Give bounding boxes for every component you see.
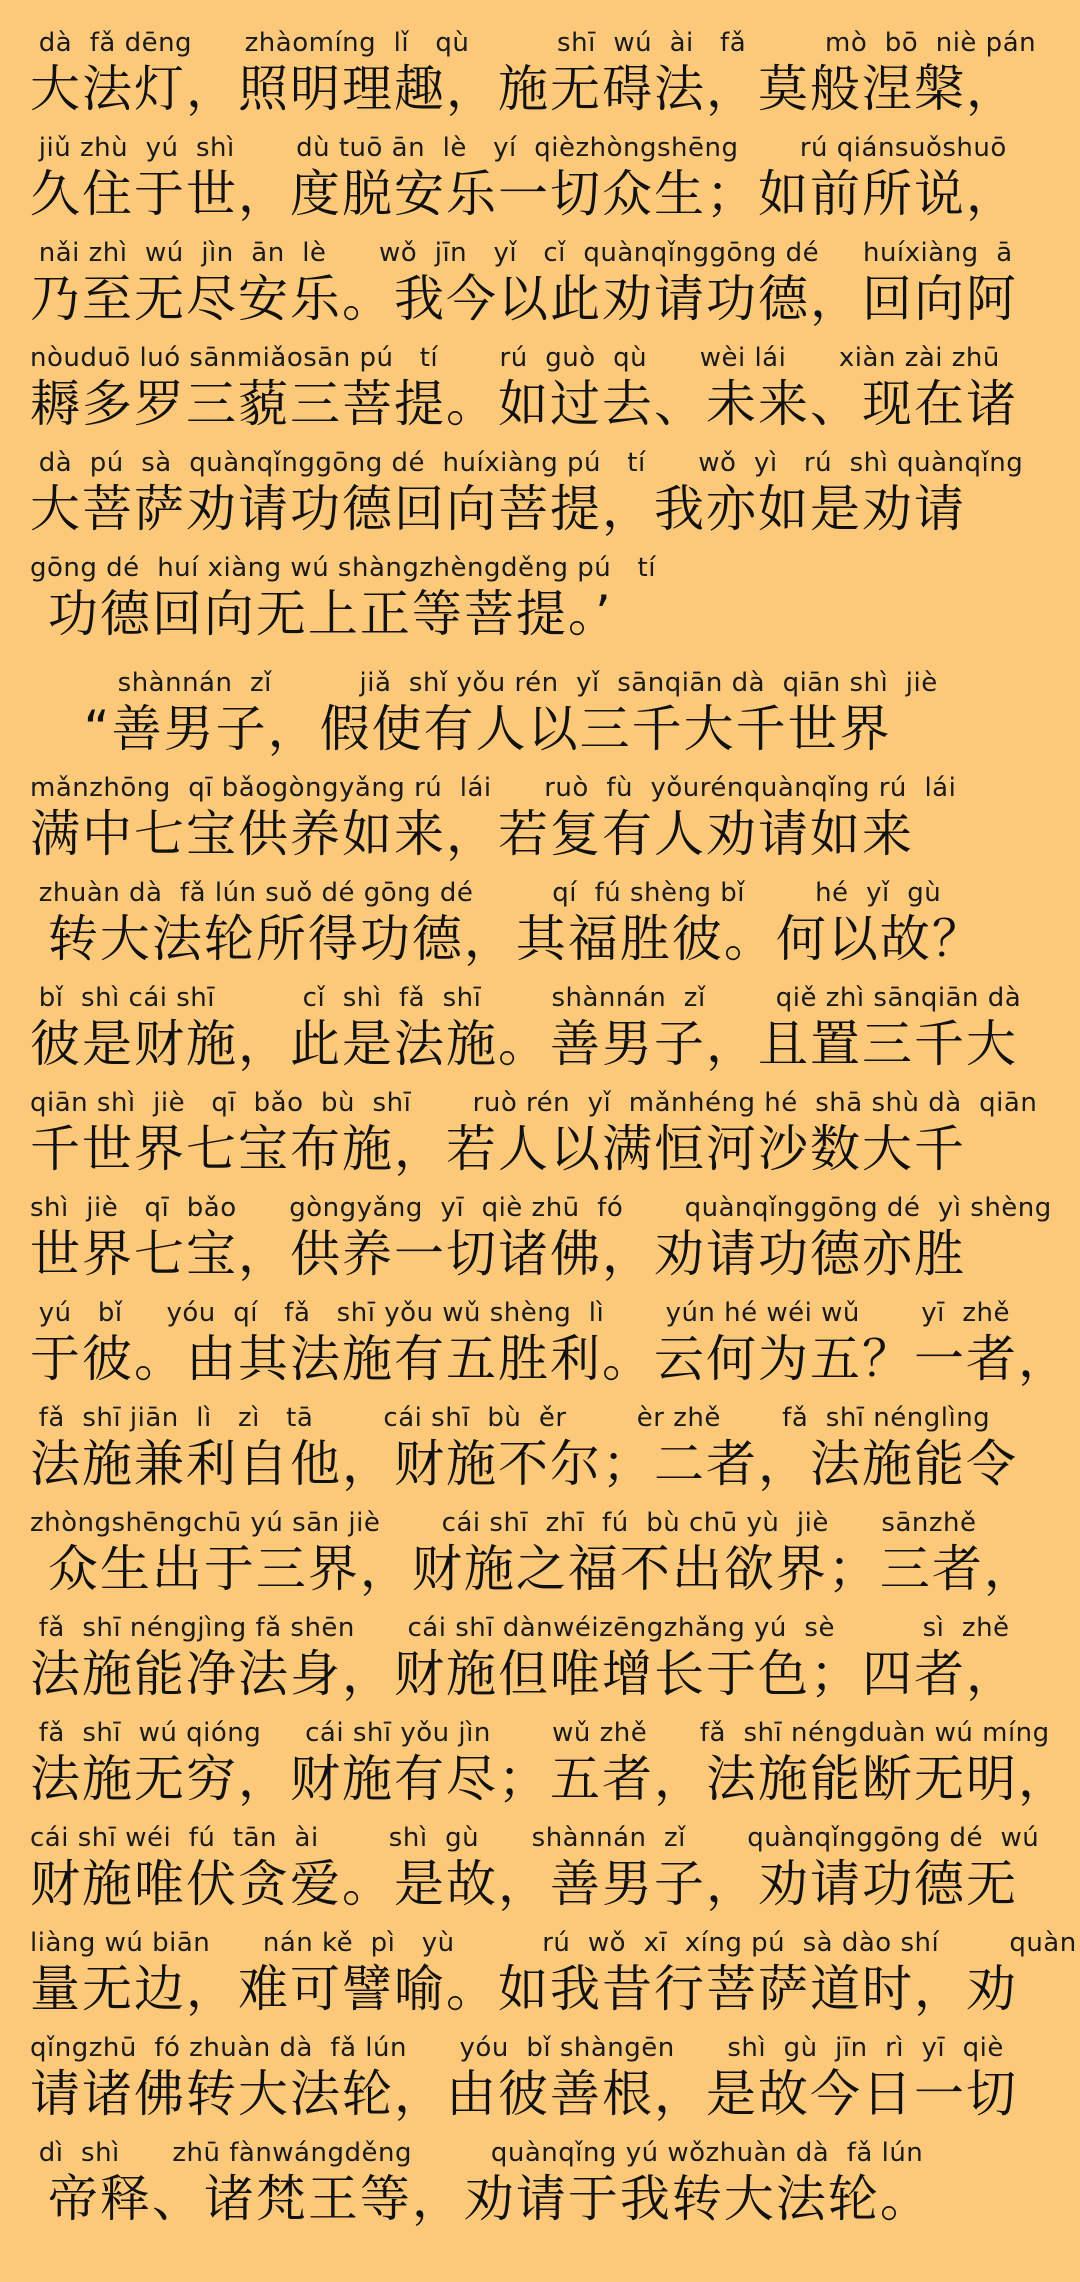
hanzi-row: 转大法轮所得功德，其福胜彼。何以故？ xyxy=(30,910,984,968)
hanzi-row: 功德回向无上正等菩提。’ xyxy=(30,585,613,643)
pinyin-row: yú bǐ yóu qí fǎ shī yǒu wǔ shèng lì yún hé wéi wǔ yī zhě xyxy=(30,1298,1011,1328)
pinyin-row: bǐ shì cái shī cǐ shì fǎ shī shànnán zǐ qiě zhì sānqiān dà xyxy=(30,983,1022,1013)
pinyin-row: qiān shì jiè qī bǎo bù shī ruò rén yǐ mǎnhéng hé shā shù dà qiān xyxy=(30,1088,1038,1118)
hanzi-row: 千世界七宝布施，若人以满恒河沙数大千 xyxy=(30,1120,966,1178)
hanzi-row: 大法灯，照明理趣，施无碍法，莫般涅槃， xyxy=(30,60,1018,118)
hanzi-row: 耨多罗三藐三菩提。如过去、未来、现在诸 xyxy=(30,375,1018,433)
hanzi-row: “善男子，假使有人以三千大千世界 xyxy=(30,700,892,758)
pinyin-row: nǎi zhì wú jìn ān lè wǒ jīn yǐ cǐ quànqǐnggōng dé huíxiàng ā xyxy=(30,238,1013,268)
hanzi-row: 满中七宝供养如来，若复有人劝请如来 xyxy=(30,805,914,863)
pinyin-row: fǎ shī néngjìng fǎ shēn cái shī dànwéizēngzhǎng yú sè sì zhě xyxy=(30,1613,1010,1643)
pinyin-row: shì jiè qī bǎo gòngyǎng yī qiè zhū fó quànqǐnggōng dé yì shèng xyxy=(30,1193,1052,1223)
hanzi-row: 众生出于三界，财施之福不出欲界；三者， xyxy=(30,1540,1036,1598)
hanzi-row: 法施能净法身，财施但唯增长于色；四者， xyxy=(30,1645,1018,1703)
pinyin-row: qǐngzhū fó zhuàn dà fǎ lún yóu bǐ shàngēn shì gù jīn rì yī qiè xyxy=(30,2033,1004,2063)
pinyin-row: jiǔ zhù yú shì dù tuō ān lè yí qièzhòngshēng rú qiánsuǒshuō xyxy=(30,133,1007,163)
pinyin-row: nòuduō luó sānmiǎosān pú tí rú guò qù wèi lái xiàn zài zhū xyxy=(30,343,1000,373)
hanzi-row: 请诸佛转大法轮，由彼善根，是故今日一切 xyxy=(30,2065,1018,2123)
pinyin-row: dà fǎ dēng zhàomíng lǐ qù shī wú ài fǎ mò bō niè pán xyxy=(30,28,1037,58)
hanzi-row: 法施无穷，财施有尽；五者，法施能断无明， xyxy=(30,1750,1070,1808)
hanzi-row: 世界七宝，供养一切诸佛，劝请功德亦胜 xyxy=(30,1225,966,1283)
pinyin-row: fǎ shī jiān lì zì tā cái shī bù ěr èr zhě fǎ shī nénglìng xyxy=(30,1403,991,1433)
pinyin-row: dì shì zhū fànwángděng quànqǐng yú wǒzhuàn dà fǎ lún xyxy=(30,2138,924,2168)
hanzi-row: 法施兼利自他，财施不尔；二者，法施能令 xyxy=(30,1435,1018,1493)
hanzi-row: 于彼。由其法施有五胜利。云何为五？一者， xyxy=(30,1330,1070,1388)
pinyin-row: liàng wú biān nán kě pì yù rú wǒ xī xíng pú sà dào shí quàn xyxy=(30,1928,1077,1958)
pinyin-row: zhuàn dà fǎ lún suǒ dé gōng dé qí fú shèng bǐ hé yǐ gù xyxy=(30,878,942,908)
pinyin-row: fǎ shī wú qióng cái shī yǒu jìn wǔ zhě fǎ shī néngduàn wú míng xyxy=(30,1718,1050,1748)
pinyin-row: zhòngshēngchū yú sān jiè cái shī zhī fú bù chū yù jiè sānzhě xyxy=(30,1508,977,1538)
hanzi-row: 乃至无尽安乐。我今以此劝请功德，回向阿 xyxy=(30,270,1018,328)
pinyin-row: shànnán zǐ jiǎ shǐ yǒu rén yǐ sānqiān dà qiān shì jiè xyxy=(30,668,938,698)
pinyin-row: dà pú sà quànqǐnggōng dé huíxiàng pú tí wǒ yì rú shì quànqǐng xyxy=(30,448,1024,478)
hanzi-row: 大菩萨劝请功德回向菩提，我亦如是劝请 xyxy=(30,480,966,538)
pinyin-row: gōng dé huí xiàng wú shàngzhèngděng pú tí xyxy=(30,553,656,583)
pinyin-row: mǎnzhōng qī bǎogòngyǎng rú lái ruò fù yǒurénquànqǐng rú lái xyxy=(30,773,957,803)
hanzi-row: 帝释、诸梵王等，劝请于我转大法轮。 xyxy=(30,2170,932,2228)
hanzi-row: 财施唯伏贪爱。是故，善男子，劝请功德无 xyxy=(30,1855,1018,1913)
pinyin-row: cái shī wéi fú tān ài shì gù shànnán zǐ quànqǐnggōng dé wú xyxy=(30,1823,1040,1853)
hanzi-row: 久住于世，度脱安乐一切众生；如前所说， xyxy=(30,165,1018,223)
hanzi-row: 量无边，难可譬喻。如我昔行菩萨道时，劝 xyxy=(30,1960,1018,2018)
hanzi-row: 彼是财施，此是法施。善男子，且置三千大 xyxy=(30,1015,1018,1073)
